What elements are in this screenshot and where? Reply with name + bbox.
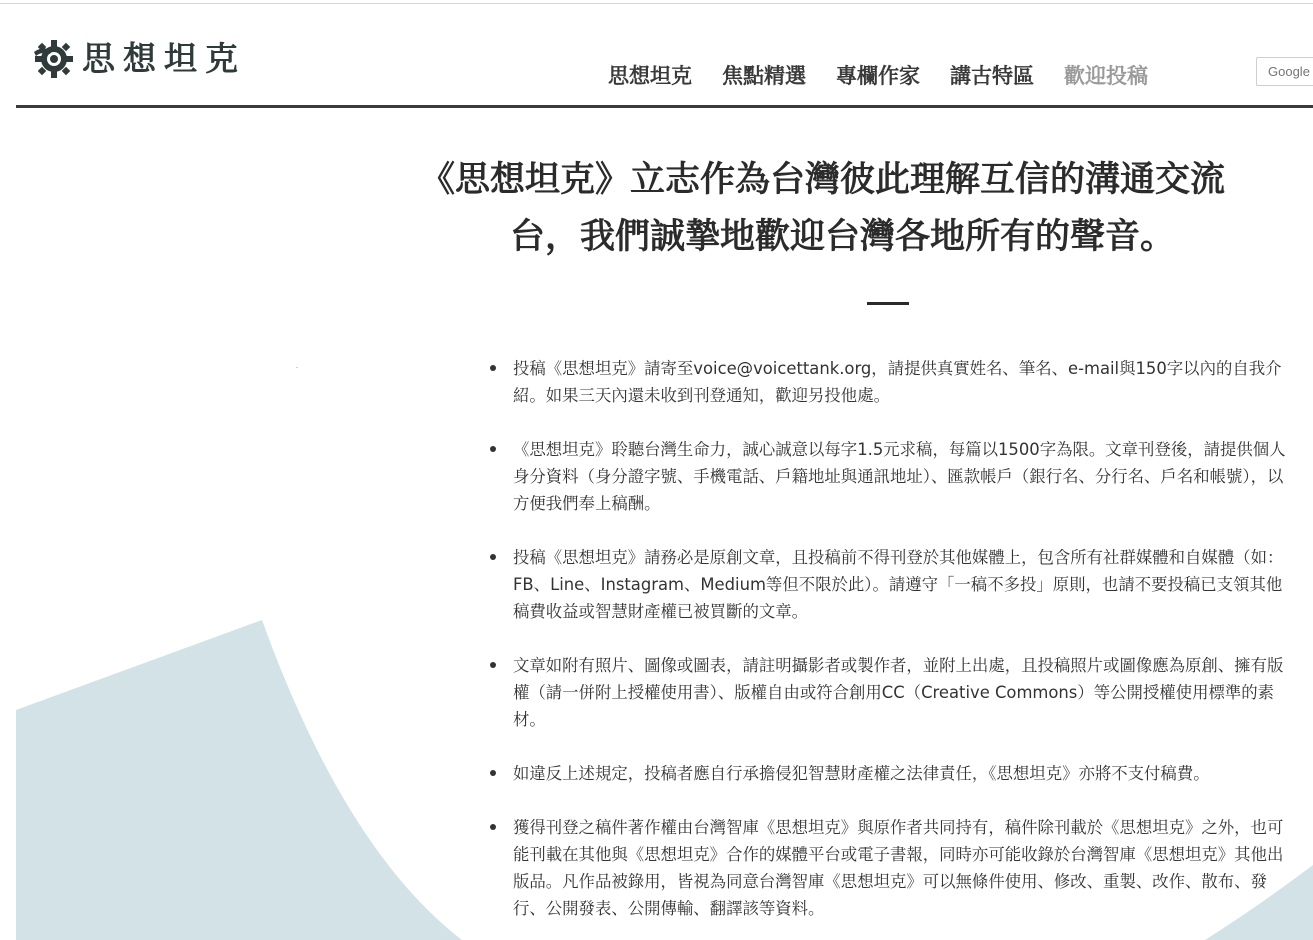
logo-text: 思想坦克	[82, 39, 246, 78]
rule-text: 投稿《思想坦克》請寄至voice@voicettank.org，請提供真實姓名、筆名、e-mail與150字以內的自我介紹。如果三天內還未收到刊登通知，歡迎另投他處。	[513, 359, 1282, 405]
gear-tank-icon	[34, 34, 74, 84]
list-item	[494, 760, 1294, 787]
stray-dot	[296, 367, 298, 368]
list-item	[494, 652, 1294, 733]
bullet-icon	[490, 446, 496, 452]
rule-text: 《思想坦克》聆聽台灣生命力，誠心誠意以每字1.5元求稿，每篇以1500字為限。文章刊登後，請提供個人身分資料（身分證字號、手機電話、戶籍地址與通訊地址）、匯款帳戶（銀行名、分行名、戶名和帳號），以方便我們奉上稿酬。	[513, 440, 1286, 513]
rule-text: 獲得刊登之稿件著作權由台灣智庫《思想坦克》與原作者共同持有，稿件除刊載於《思想坦克》之外，也可能刊載在其他與《思想坦克》合作的媒體平台或電子書報，同時亦可能收錄於台灣智庫《思想坦克》其他出版品。凡作品被錄用，皆視為同意台灣智庫《思想坦克》可以無條件使用、修改、重製、改作、散布、發行、公開發表、公開傳輸、翻譯該等資料。	[513, 818, 1284, 918]
list-item	[494, 436, 1294, 517]
page-headline	[420, 152, 1313, 266]
nav-item-thinktank[interactable]: 思想坦克	[608, 63, 692, 88]
main-nav	[608, 60, 1178, 92]
headline-divider	[867, 302, 909, 305]
rule-text: 投稿《思想坦克》請務必是原創文章，且投稿前不得刊登於其他媒體上，包含所有社群媒體和自媒體（如：FB、Line、Instagram、Medium等但不限於此）。請遵守「一稿不多投」原則，也請不要投稿已支領其他稿費收益或智慧財產權已被買斷的文章。	[513, 548, 1284, 621]
headline-line-1: 《思想坦克》立志作為台灣彼此理解互信的溝通交流	[420, 160, 1226, 200]
nav-item-stories[interactable]: 講古特區	[950, 63, 1034, 88]
list-item	[494, 544, 1294, 625]
headline-line-2: 台，我們誠摯地歡迎台灣各地所有的聲音。	[510, 217, 1176, 257]
list-item	[494, 814, 1294, 922]
site-header	[16, 4, 1313, 106]
site-logo[interactable]	[34, 34, 246, 84]
bullet-icon	[490, 824, 496, 830]
bullet-icon	[490, 554, 496, 560]
bullet-icon	[490, 662, 496, 668]
rule-text: 文章如附有照片、圖像或圖表，請註明攝影者或製作者，並附上出處，且投稿照片或圖像應為原創、擁有版權（請一併附上授權使用書）、版權自由或符合創用CC（Creative Commons）等公開授權使用標準的素材。	[513, 656, 1284, 729]
nav-item-columnists[interactable]: 專欄作家	[836, 63, 920, 88]
nav-item-featured[interactable]: 焦點精選	[722, 63, 806, 88]
submission-rules-list	[494, 355, 1294, 940]
nav-item-submissions[interactable]: 歡迎投稿	[1064, 63, 1148, 88]
header-divider	[16, 105, 1313, 108]
rule-text: 如違反上述規定，投稿者應自行承擔侵犯智慧財產權之法律責任，《思想坦克》亦將不支付稿費。	[513, 764, 1210, 783]
bullet-icon	[490, 770, 496, 776]
list-item	[494, 355, 1294, 409]
google-search-input[interactable]	[1256, 57, 1313, 86]
bullet-icon	[490, 365, 496, 371]
